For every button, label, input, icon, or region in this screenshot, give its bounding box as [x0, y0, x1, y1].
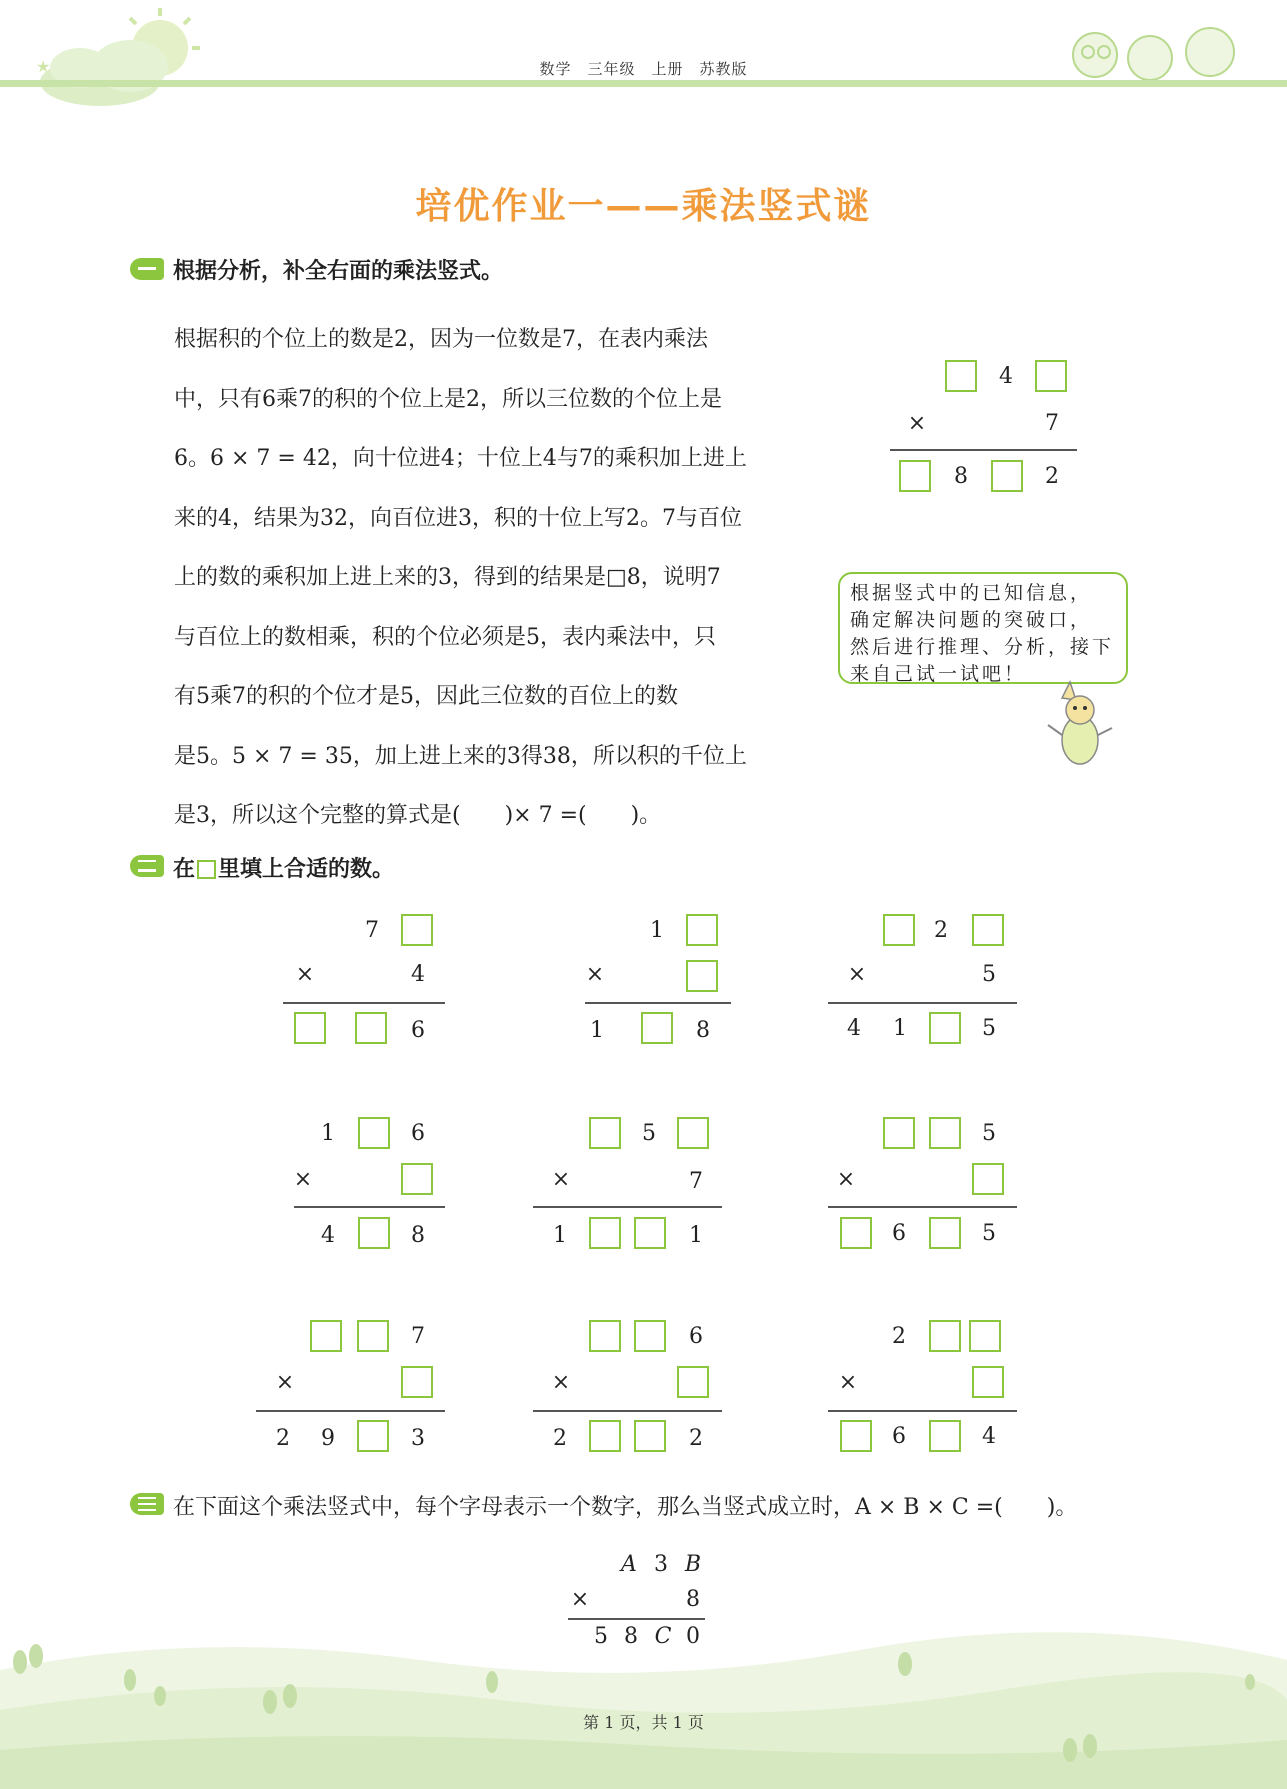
- hint-bubble: [838, 572, 1128, 684]
- hint-line: 然后进行推理、分析，接下: [850, 636, 1115, 658]
- page-footer: 第 1 页，共 1 页: [583, 1713, 704, 1732]
- digit: 1: [321, 1121, 335, 1146]
- digit: 8: [411, 1223, 425, 1248]
- digit: 4: [847, 1016, 861, 1041]
- digit: 4: [999, 364, 1013, 389]
- q2-title: [173, 852, 394, 883]
- digit: 5: [982, 1121, 996, 1146]
- answer-box[interactable]: [972, 914, 1004, 946]
- digit: 5: [982, 1016, 996, 1041]
- digit: 2: [553, 1426, 567, 1451]
- answer-box[interactable]: [972, 1163, 1004, 1195]
- digit: C: [654, 1624, 672, 1649]
- answer-box[interactable]: [883, 1117, 915, 1149]
- answer-box[interactable]: [310, 1320, 342, 1352]
- answer-box[interactable]: [355, 1012, 387, 1044]
- answer-box[interactable]: [589, 1320, 621, 1352]
- digit: 1: [650, 918, 664, 943]
- digit: 5: [642, 1121, 656, 1146]
- digit: 6: [689, 1324, 703, 1349]
- section-badge-2: [130, 855, 164, 877]
- digit: 3: [654, 1552, 668, 1577]
- digit: 7: [411, 1324, 425, 1349]
- q1-line: 根据积的个位上的数是2，因为一位数是7，在表内乘法: [174, 327, 708, 352]
- digit: A: [621, 1552, 637, 1577]
- answer-box[interactable]: [840, 1217, 872, 1249]
- digit: 4: [321, 1223, 335, 1248]
- digit: 7: [1045, 411, 1059, 436]
- answer-box[interactable]: [641, 1012, 673, 1044]
- hint-line: 来自己试一试吧！: [850, 663, 1027, 685]
- underline: [256, 1410, 445, 1412]
- answer-box[interactable]: [634, 1420, 666, 1452]
- q1-line: 来的4，结果为32，向百位进3，积的十位上写2。7与百位: [174, 505, 742, 531]
- underline: [828, 1410, 1017, 1412]
- times-sign: ×: [275, 1370, 295, 1395]
- answer-box[interactable]: [677, 1117, 709, 1149]
- times-sign: ×: [907, 411, 927, 436]
- times-sign: ×: [551, 1167, 571, 1192]
- answer-box[interactable]: [358, 1217, 390, 1249]
- q2-title-post: 里填上合适的数。: [218, 857, 395, 882]
- sun-cloud-icon: [36, 8, 200, 106]
- q1-line: 有5乘7的积的个位才是5，因此三位数的百位上的数: [174, 684, 678, 709]
- digit: 4: [411, 962, 425, 987]
- answer-box[interactable]: [1035, 360, 1067, 392]
- digit: 1: [893, 1016, 907, 1041]
- times-sign: ×: [295, 962, 315, 987]
- q1-line: 中，只有6乘7的积的个位上是2，所以三位数的个位上是: [174, 386, 722, 412]
- answer-box[interactable]: [686, 914, 718, 946]
- box-icon: [197, 860, 216, 879]
- digit: 5: [982, 1221, 996, 1246]
- times-sign: ×: [585, 962, 605, 987]
- digit: 6: [892, 1424, 906, 1449]
- answer-box[interactable]: [589, 1420, 621, 1452]
- underline: [283, 1002, 445, 1004]
- times-sign: ×: [293, 1167, 313, 1192]
- answer-box[interactable]: [589, 1117, 621, 1149]
- q3-title: 在下面这个乘法竖式中，每个字母表示一个数字，那么当竖式成立时，A × B × C =( )。: [173, 1495, 1078, 1520]
- q1-line: 上的数的乘积加上进上来的3，得到的结果是□8，说明7: [174, 565, 721, 590]
- digit: 4: [982, 1424, 996, 1449]
- answer-box[interactable]: [991, 460, 1023, 492]
- digit: 8: [686, 1587, 700, 1612]
- digit: 1: [553, 1223, 567, 1248]
- digit: 0: [686, 1624, 700, 1649]
- header-text: 数学 三年级 上册 苏教版: [539, 60, 748, 78]
- digit: B: [684, 1552, 702, 1577]
- hint-line: 确定解决问题的突破口，: [850, 609, 1093, 631]
- underline: [533, 1206, 722, 1208]
- digit: 9: [321, 1426, 335, 1451]
- header-bar: [0, 80, 1287, 87]
- answer-box[interactable]: [401, 914, 433, 946]
- answer-box[interactable]: [899, 460, 931, 492]
- digit: 2: [689, 1426, 703, 1451]
- answer-box[interactable]: [945, 360, 977, 392]
- page-title: 培优作业一——乘法竖式谜: [415, 186, 872, 227]
- q1-line: 是3，所以这个完整的算式是( )× 7 =( )。: [174, 803, 662, 828]
- answer-box[interactable]: [972, 1366, 1004, 1398]
- digit: 2: [1045, 464, 1059, 489]
- answer-box[interactable]: [929, 1420, 961, 1452]
- underline: [828, 1206, 1017, 1208]
- answer-box[interactable]: [358, 1117, 390, 1149]
- underline: [533, 1410, 722, 1412]
- answer-box[interactable]: [401, 1163, 433, 1195]
- digit: 7: [365, 918, 379, 943]
- digit: 2: [892, 1324, 906, 1349]
- answer-box[interactable]: [883, 914, 915, 946]
- answer-box[interactable]: [929, 1320, 961, 1352]
- answer-box[interactable]: [929, 1217, 961, 1249]
- digit: 3: [411, 1426, 425, 1451]
- q1-paragraph: [174, 310, 814, 846]
- times-sign: ×: [551, 1370, 571, 1395]
- underline: [294, 1206, 445, 1208]
- answer-box[interactable]: [969, 1320, 1001, 1352]
- q1-line: 与百位上的数相乘，积的个位必须是5，表内乘法中，只: [174, 624, 716, 650]
- digit: 1: [689, 1223, 703, 1248]
- digit: 6: [892, 1221, 906, 1246]
- underline: [568, 1618, 705, 1620]
- times-sign: ×: [836, 1167, 856, 1192]
- answer-box[interactable]: [840, 1420, 872, 1452]
- answer-box[interactable]: [929, 1117, 961, 1149]
- digit: 6: [411, 1121, 425, 1146]
- answer-box[interactable]: [357, 1320, 389, 1352]
- underline: [890, 449, 1077, 451]
- q2-title-pre: 在: [173, 857, 196, 882]
- digit: 7: [689, 1169, 703, 1194]
- q1-title: 根据分析，补全右面的乘法竖式。: [173, 259, 504, 284]
- answer-box[interactable]: [686, 960, 718, 992]
- digit: 1: [590, 1018, 604, 1043]
- times-sign: ×: [847, 962, 867, 987]
- digit: 2: [276, 1426, 290, 1451]
- digit: 5: [594, 1624, 608, 1649]
- digit: 5: [982, 962, 996, 987]
- section-badge-1: [130, 258, 164, 280]
- svg-text:★: ★: [36, 57, 51, 76]
- answer-box[interactable]: [294, 1012, 326, 1044]
- cartoon-character-icon: [1040, 680, 1120, 770]
- underline: [828, 1002, 1017, 1004]
- answer-box[interactable]: [357, 1420, 389, 1452]
- hint-line: 根据竖式中的已知信息，: [850, 582, 1093, 604]
- answer-box[interactable]: [677, 1366, 709, 1398]
- digit: 8: [696, 1018, 710, 1043]
- digit: 8: [624, 1624, 638, 1649]
- answer-box[interactable]: [589, 1217, 621, 1249]
- times-sign: ×: [570, 1587, 590, 1612]
- answer-box[interactable]: [401, 1366, 433, 1398]
- digit: 8: [954, 464, 968, 489]
- answer-box[interactable]: [929, 1012, 961, 1044]
- section-badge-3: [130, 1493, 164, 1515]
- times-sign: ×: [838, 1370, 858, 1395]
- header-decoration: [0, 0, 1287, 110]
- digit: 2: [934, 918, 948, 943]
- underline: [585, 1002, 731, 1004]
- digit: 6: [411, 1018, 425, 1043]
- answer-box[interactable]: [634, 1217, 666, 1249]
- q1-line: 是5。5 × 7 = 35，加上进上来的3得38，所以积的千位上: [174, 743, 747, 769]
- q1-line: 6。6 × 7 = 42，向十位进4；十位上4与7的乘积加上进上: [174, 446, 747, 471]
- answer-box[interactable]: [634, 1320, 666, 1352]
